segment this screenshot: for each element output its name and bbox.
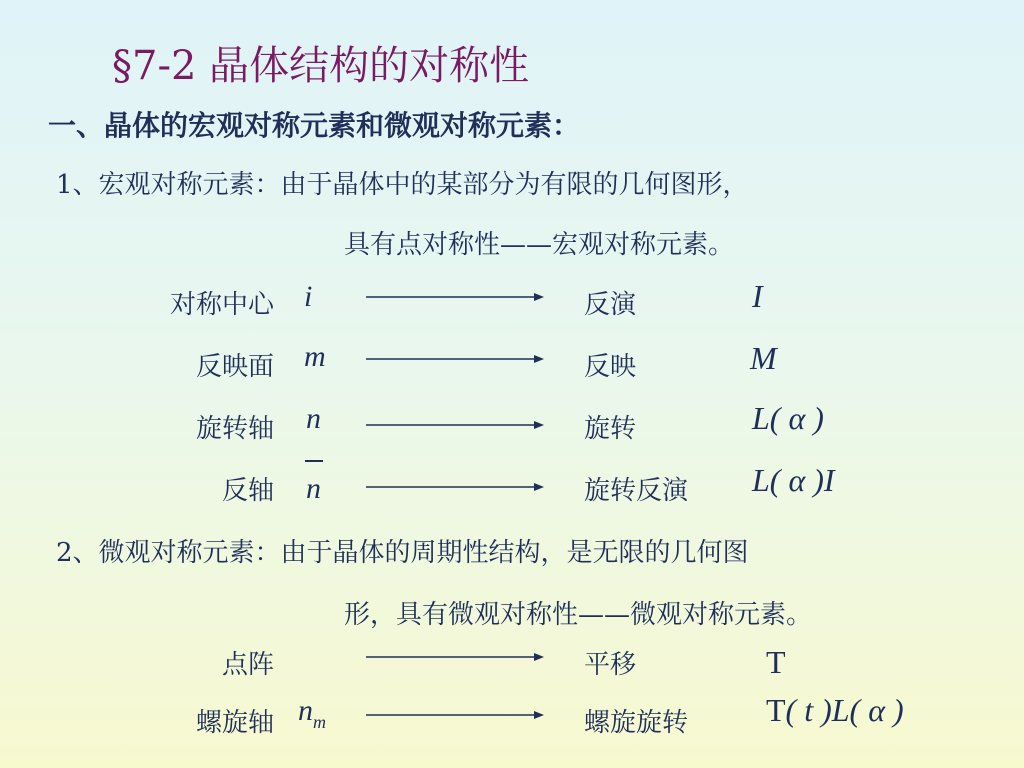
macro-element-label: 对称中心 (169, 290, 274, 320)
micro-definition-line2: 形，具有微观对称性——微观对称元素。 (344, 600, 813, 630)
micro-operation-symbol: T (766, 644, 786, 680)
macro-operation-symbol: M (750, 340, 777, 376)
macro-operation-symbol: L( α ) (752, 400, 824, 436)
macro-operation: 旋转反演 (584, 476, 689, 506)
arrow-icon (366, 418, 546, 432)
section-heading: 一、晶体的宏观对称元素和微观对称元素： (48, 109, 581, 142)
arrow-icon (366, 352, 546, 366)
macro-element-label: 旋转轴 (195, 414, 274, 444)
micro-element-label: 点阵 (221, 650, 274, 680)
micro-definition-line1: 2、微观对称元素：由于晶体的周期性结构，是无限的几何图 (56, 538, 749, 568)
arrow-icon (366, 650, 546, 664)
micro-element-label: 螺旋轴 (195, 708, 274, 738)
macro-operation: 旋转 (584, 414, 637, 444)
macro-definition-line1: 1、宏观对称元素：由于晶体中的某部分为有限的几何图形， (56, 170, 749, 200)
macro-element-symbol: n (306, 472, 321, 505)
macro-operation-symbol: L( α )I (752, 462, 835, 498)
macro-operation: 反映 (584, 352, 637, 382)
arrow-icon (366, 290, 546, 304)
macro-element-label: 反映面 (195, 352, 274, 382)
micro-operation: 螺旋旋转 (584, 708, 689, 738)
micro-operation: 平移 (584, 650, 637, 680)
macro-definition-line2: 具有点对称性——宏观对称元素。 (344, 230, 735, 260)
micro-element-symbol: $n_m$ (298, 694, 326, 732)
macro-element-label: 反轴 (221, 476, 274, 506)
macro-element-symbol: n (306, 402, 321, 435)
macro-operation: 反演 (584, 290, 637, 320)
overbar-mark (305, 460, 323, 462)
macro-operation-symbol: I (752, 278, 763, 314)
macro-element-symbol: m (304, 340, 326, 373)
macro-element-symbol: i (304, 280, 313, 313)
micro-operation-symbol: T( t )L( α ) (766, 692, 904, 728)
slide-title: §7-2 晶体结构的对称性 (112, 43, 530, 89)
arrow-icon (366, 708, 546, 722)
arrow-icon (366, 480, 546, 494)
